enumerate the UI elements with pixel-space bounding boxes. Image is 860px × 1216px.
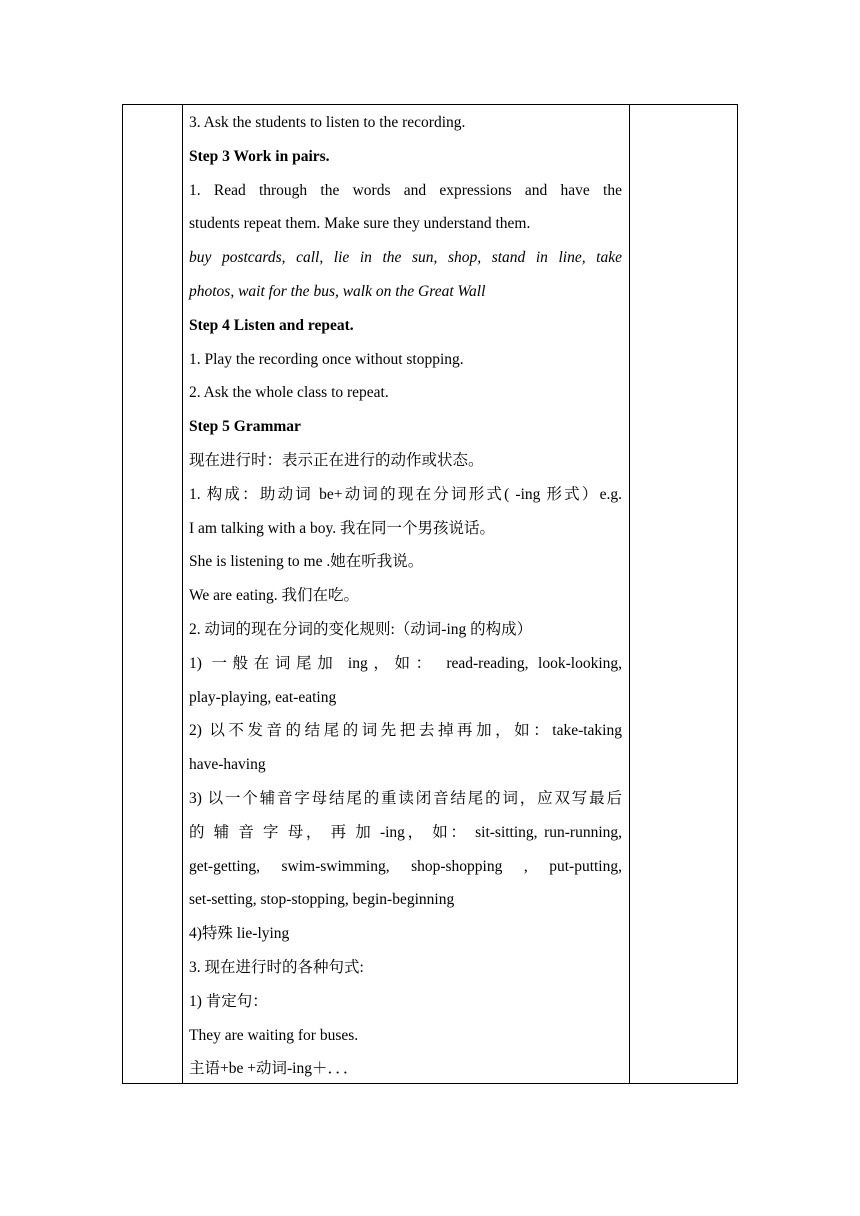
content-line: Step 4 Listen and repeat. bbox=[189, 316, 354, 334]
content-line: She is listening to me .她在听我说。 bbox=[189, 553, 424, 571]
content-line: They are waiting for buses. bbox=[189, 1026, 359, 1044]
content-line: Step 3 Work in pairs. bbox=[189, 147, 330, 165]
content-line: play-playing, eat-eating bbox=[189, 688, 337, 706]
content-line: set-setting, stop-stopping, begin-beginning bbox=[189, 891, 455, 909]
column-divider-1 bbox=[182, 105, 183, 1083]
content-line: students repeat them. Make sure they understand them. bbox=[189, 215, 531, 233]
content-line: 3. 现在进行时的各种句式: bbox=[189, 958, 364, 976]
content-line: 1) 肯定句： bbox=[189, 992, 268, 1010]
content-line: buy postcards, call, lie in the sun, shop, stand in line, take bbox=[189, 249, 622, 267]
content-line: 1) 一般在词尾加 ing，如： read-reading, look-looking, bbox=[189, 654, 622, 672]
content-line: I am talking with a boy. 我在同一个男孩说话。 bbox=[189, 519, 495, 537]
content-line: 1. Read through the words and expressions and have the bbox=[189, 181, 622, 199]
content-line: 1. 构成：助动词 be+动词的现在分词形式( -ing 形式）e.g. bbox=[189, 485, 622, 503]
content-line: 现在进行时：表示正在进行的动作或状态。 bbox=[189, 451, 484, 469]
content-line: 的 辅 音 字 母， 再 加 -ing， 如： sit-sitting, run-running, bbox=[189, 823, 622, 841]
content-line: 主语+be +动词-ing＋．．． bbox=[189, 1060, 359, 1078]
content-line: 4)特殊 lie-lying bbox=[189, 925, 290, 943]
content-line: get-getting, swim-swimming, shop-shopping , put-putting, bbox=[189, 857, 622, 875]
content-line: 2. 动词的现在分词的变化规则:（动词-ing 的构成） bbox=[189, 620, 533, 638]
content-line: have-having bbox=[189, 756, 266, 774]
content-line: 2. Ask the whole class to repeat. bbox=[189, 384, 389, 402]
content-line: 2) 以不发音的结尾的词先把去掉再加，如：take-taking bbox=[189, 722, 622, 740]
column-divider-2 bbox=[629, 105, 630, 1083]
content-line: photos, wait for the bus, walk on the Great Wall bbox=[189, 282, 486, 300]
content-line: We are eating. 我们在吃。 bbox=[189, 587, 360, 605]
content-line: 3) 以一个辅音字母结尾的重读闭音结尾的词，应双写最后 bbox=[189, 789, 622, 807]
lesson-content-cell bbox=[189, 106, 622, 1086]
content-line: Step 5 Grammar bbox=[189, 418, 301, 436]
content-line: 1. Play the recording once without stopping. bbox=[189, 350, 464, 368]
content-line: 3. Ask the students to listen to the recording. bbox=[189, 114, 466, 131]
